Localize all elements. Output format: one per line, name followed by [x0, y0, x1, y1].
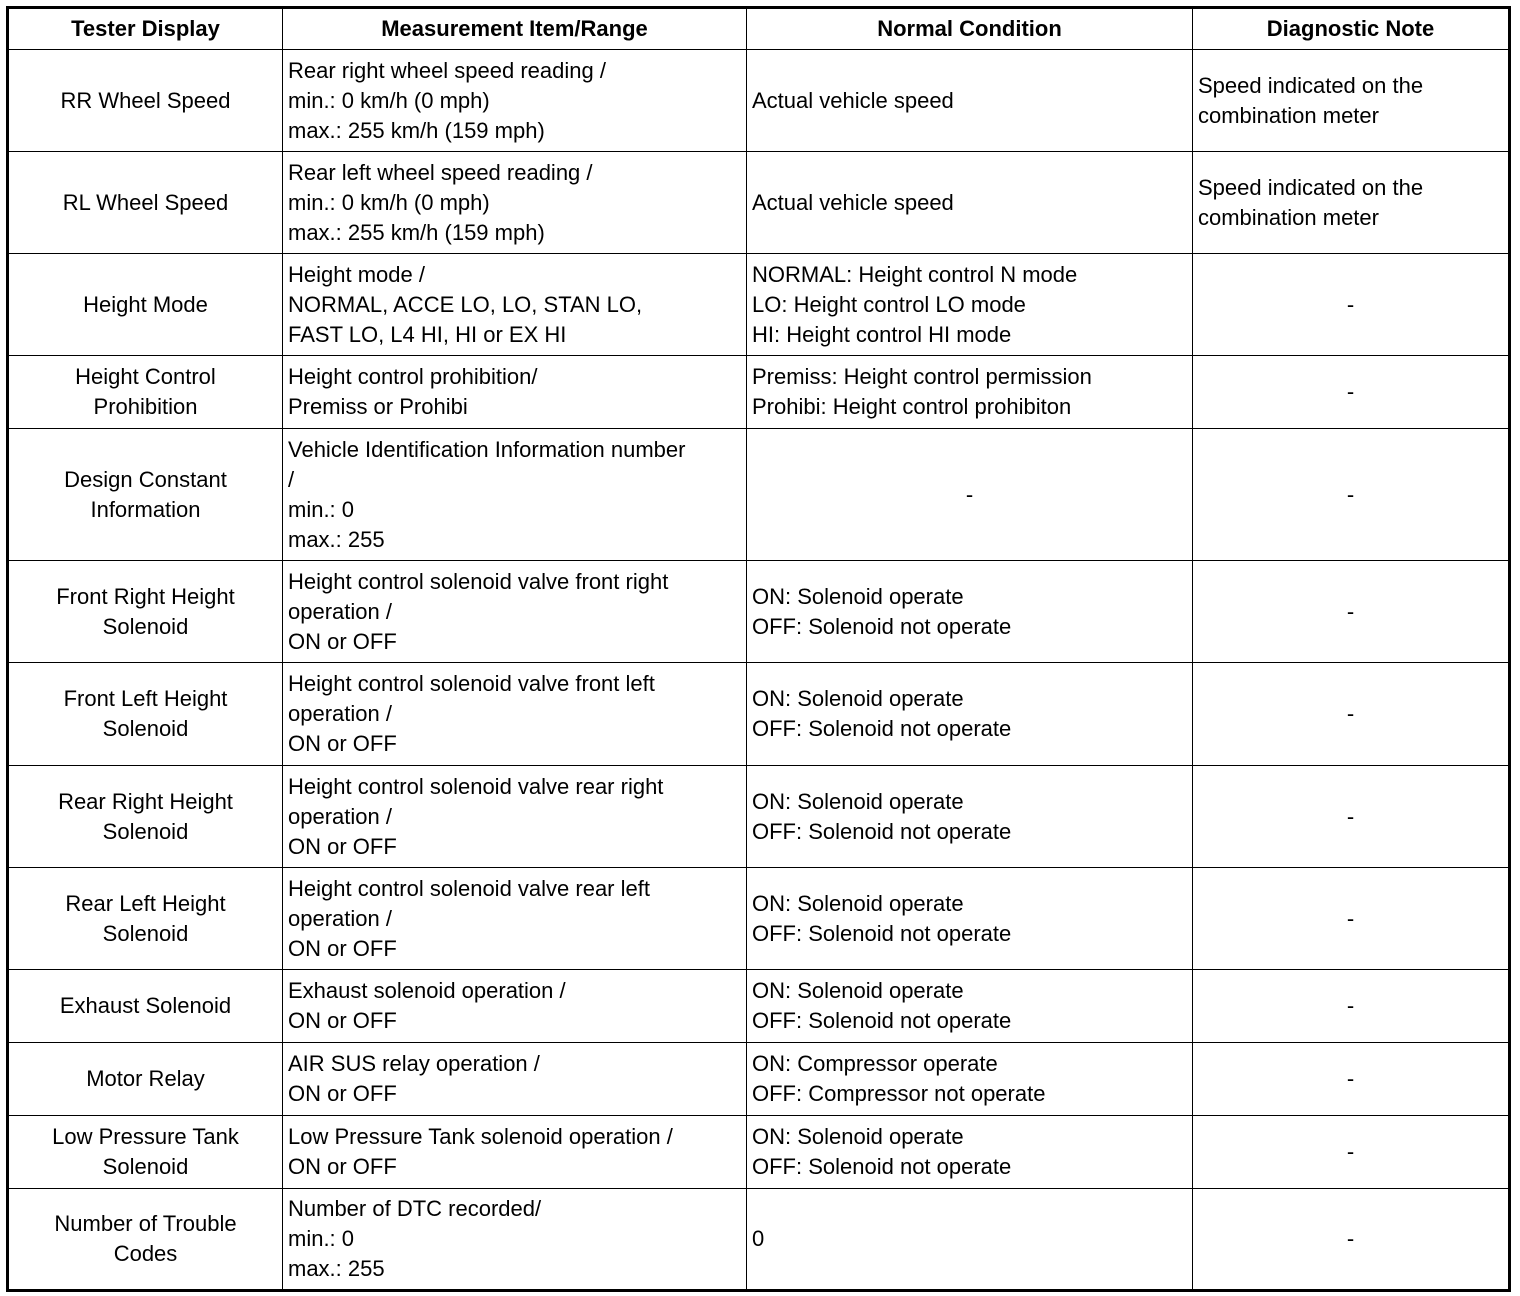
cell-line: 0 — [752, 1226, 765, 1251]
tester-display-cell — [8, 561, 283, 663]
cell-line: max.: 255 km/h (159 mph) — [288, 219, 545, 245]
table-row — [8, 429, 1510, 561]
cell-line: combination meter — [1198, 102, 1379, 128]
cell-line: ON: Solenoid operate — [752, 978, 964, 1003]
table-row — [8, 766, 1510, 868]
normal-condition-cell — [747, 561, 1193, 663]
cell-line: - — [1346, 1226, 1355, 1251]
cell-line: Exhaust solenoid operation / — [288, 978, 566, 1003]
cell-line: / — [288, 466, 295, 492]
cell-line: Low Pressure Tank solenoid operation / — [288, 1124, 673, 1149]
cell-line: operation / — [288, 803, 392, 829]
cell-line: Height Mode — [83, 291, 208, 317]
normal-condition-cell — [747, 50, 1193, 152]
cell-line: ON: Solenoid operate — [752, 686, 964, 711]
normal-condition-cell — [747, 356, 1193, 429]
measurement-range-cell — [283, 429, 747, 561]
normal-condition-cell — [747, 970, 1193, 1043]
cell-line: OFF: Solenoid not operate — [752, 818, 1012, 844]
cell-line: OFF: Solenoid not operate — [752, 1008, 1012, 1033]
diagnostic-note-cell — [1193, 1116, 1510, 1189]
header-diagnostic-note: Diagnostic Note — [1193, 8, 1510, 50]
cell-line: OFF: Solenoid not operate — [752, 1154, 1012, 1179]
cell-line: - — [965, 481, 974, 507]
measurement-range-cell — [283, 1043, 747, 1116]
header-row — [8, 8, 1510, 50]
cell-line: Premiss: Height control permission — [752, 364, 1092, 389]
cell-line: Design Constant — [64, 466, 227, 492]
table-row — [8, 50, 1510, 152]
table-body — [8, 50, 1510, 1291]
cell-line: Height control prohibition/ — [288, 364, 538, 389]
normal-condition-cell — [747, 152, 1193, 254]
cell-line: Solenoid — [102, 1154, 189, 1179]
cell-line: min.: 0 — [288, 496, 355, 522]
diagnostic-note-cell — [1193, 766, 1510, 868]
cell-line: AIR SUS relay operation / — [288, 1051, 540, 1076]
cell-line: Number of Trouble — [54, 1211, 237, 1236]
cell-line: Number of DTC recorded/ — [288, 1196, 542, 1221]
cell-line: - — [1346, 803, 1355, 829]
normal-condition-cell — [747, 429, 1193, 561]
normal-condition-cell — [747, 1116, 1193, 1189]
diagnostic-note-cell — [1193, 152, 1510, 254]
measurement-range-cell — [283, 868, 747, 970]
cell-line: NORMAL: Height control N mode — [752, 261, 1078, 287]
cell-line: Height control solenoid valve rear right — [288, 773, 664, 799]
cell-line: - — [1346, 379, 1355, 404]
cell-line: Rear left wheel speed reading / — [288, 159, 593, 185]
header-measurement-item: Measurement Item/Range — [283, 8, 747, 50]
cell-line: ON or OFF — [288, 628, 397, 654]
cell-line: max.: 255 — [288, 526, 385, 552]
cell-line: ON: Compressor operate — [752, 1051, 998, 1076]
table-row — [8, 561, 1510, 663]
cell-line: Rear Left Height — [65, 890, 226, 916]
diagnostic-note-cell — [1193, 970, 1510, 1043]
measurement-range-cell — [283, 1189, 747, 1291]
measurement-range-cell — [283, 663, 747, 766]
table-row — [8, 663, 1510, 766]
cell-line: - — [1346, 905, 1355, 931]
diagnostic-note-cell — [1193, 254, 1510, 356]
cell-line: OFF: Solenoid not operate — [752, 920, 1012, 946]
diagnostic-note-cell — [1193, 429, 1510, 561]
tester-display-cell — [8, 766, 283, 868]
cell-line: Height mode / — [288, 261, 425, 287]
tester-display-cell — [8, 663, 283, 766]
measurement-range-cell — [283, 50, 747, 152]
cell-line: min.: 0 km/h (0 mph) — [288, 87, 490, 113]
diagnostic-note-cell — [1193, 561, 1510, 663]
cell-line: Solenoid — [102, 716, 189, 741]
cell-line: min.: 0 km/h (0 mph) — [288, 189, 490, 215]
cell-line: LO: Height control LO mode — [752, 291, 1026, 317]
normal-condition-cell — [747, 1043, 1193, 1116]
cell-line: RL Wheel Speed — [62, 189, 229, 215]
measurement-range-cell — [283, 1116, 747, 1189]
cell-line: - — [1346, 993, 1355, 1018]
cell-line: Speed indicated on the — [1198, 174, 1424, 200]
cell-line: Actual vehicle speed — [752, 189, 954, 215]
cell-line: Information — [90, 496, 201, 522]
tester-display-cell — [8, 1043, 283, 1116]
cell-line: operation / — [288, 905, 392, 931]
cell-line: min.: 0 — [288, 1226, 355, 1251]
tester-display-cell — [8, 429, 283, 561]
table-row — [8, 1043, 1510, 1116]
cell-line: ON or OFF — [288, 935, 397, 961]
tester-display-cell — [8, 254, 283, 356]
table-row — [8, 868, 1510, 970]
tester-display-cell — [8, 356, 283, 429]
cell-line: - — [1346, 1066, 1355, 1091]
cell-line: Height Control — [75, 364, 216, 389]
cell-line: Front Left Height — [63, 686, 228, 711]
diagnostic-note-cell — [1193, 356, 1510, 429]
cell-line: max.: 255 — [288, 1256, 385, 1281]
normal-condition-cell — [747, 868, 1193, 970]
tester-display-cell — [8, 1116, 283, 1189]
cell-line: ON or OFF — [288, 731, 397, 756]
cell-line: FAST LO, L4 HI, HI or EX HI — [288, 321, 567, 347]
cell-line: Rear right wheel speed reading / — [288, 57, 606, 83]
tester-display-cell — [8, 1189, 283, 1291]
cell-line: max.: 255 km/h (159 mph) — [288, 117, 545, 143]
diagnostic-note-cell — [1193, 868, 1510, 970]
cell-line: Actual vehicle speed — [752, 87, 954, 113]
cell-line: - — [1346, 701, 1355, 726]
cell-line: Low Pressure Tank — [52, 1124, 239, 1149]
cell-line: ON: Solenoid operate — [752, 583, 964, 609]
cell-line: - — [1346, 598, 1355, 624]
cell-line: Codes — [113, 1241, 178, 1266]
diagnostic-note-cell — [1193, 1043, 1510, 1116]
cell-line: Vehicle Identification Information number — [288, 436, 686, 462]
measurement-range-cell — [283, 152, 747, 254]
cell-line: Height control solenoid valve rear left — [288, 875, 650, 901]
tester-display-cell — [8, 152, 283, 254]
cell-line: ON or OFF — [288, 1154, 397, 1179]
cell-line: NORMAL, ACCE LO, LO, STAN LO, — [288, 291, 643, 317]
table-row — [8, 254, 1510, 356]
cell-line: ON or OFF — [288, 1081, 397, 1106]
cell-line: ON or OFF — [288, 1008, 397, 1033]
cell-line: Height control solenoid valve front left — [288, 671, 655, 696]
table-row — [8, 152, 1510, 254]
table-row — [8, 1189, 1510, 1291]
cell-line: Solenoid — [102, 818, 189, 844]
tester-display-cell — [8, 970, 283, 1043]
diagnostic-note-cell — [1193, 663, 1510, 766]
normal-condition-cell — [747, 766, 1193, 868]
cell-line: ON: Solenoid operate — [752, 1124, 964, 1149]
cell-line: ON: Solenoid operate — [752, 890, 964, 916]
cell-line: operation / — [288, 701, 392, 726]
cell-line: - — [1346, 481, 1355, 507]
measurement-range-cell — [283, 356, 747, 429]
cell-line: HI: Height control HI mode — [752, 321, 1012, 347]
cell-line: Premiss or Prohibi — [288, 394, 468, 419]
cell-line: Rear Right Height — [58, 788, 233, 814]
measurement-range-cell — [283, 254, 747, 356]
diagnostic-note-cell — [1193, 1189, 1510, 1291]
table-row — [8, 970, 1510, 1043]
table-row — [8, 356, 1510, 429]
table-row — [8, 1116, 1510, 1189]
data-list-table — [6, 6, 1511, 1292]
cell-line: - — [1346, 291, 1355, 317]
cell-line: OFF: Solenoid not operate — [752, 716, 1012, 741]
header-tester-display: Tester Display — [8, 8, 283, 50]
cell-line: operation / — [288, 598, 392, 624]
normal-condition-cell — [747, 663, 1193, 766]
cell-line: ON or OFF — [288, 833, 397, 859]
normal-condition-cell — [747, 1189, 1193, 1291]
cell-line: Prohibi: Height control prohibiton — [752, 394, 1072, 419]
cell-line: Height control solenoid valve front right — [288, 568, 669, 594]
tester-display-cell — [8, 868, 283, 970]
cell-line: Solenoid — [102, 920, 189, 946]
cell-line: Front Right Height — [56, 583, 235, 609]
normal-condition-cell — [747, 254, 1193, 356]
cell-line: - — [1346, 1139, 1355, 1164]
cell-line: OFF: Compressor not operate — [752, 1081, 1046, 1106]
cell-line: combination meter — [1198, 204, 1379, 230]
measurement-range-cell — [283, 561, 747, 663]
measurement-range-cell — [283, 766, 747, 868]
cell-line: Motor Relay — [86, 1066, 205, 1091]
measurement-range-cell — [283, 970, 747, 1043]
diagnostic-note-cell — [1193, 50, 1510, 152]
cell-line: Prohibition — [93, 394, 198, 419]
cell-line: Speed indicated on the — [1198, 72, 1424, 98]
tester-display-cell — [8, 50, 283, 152]
cell-line: Solenoid — [102, 613, 189, 639]
header-normal-condition: Normal Condition — [747, 8, 1193, 50]
cell-line: Exhaust Solenoid — [59, 993, 232, 1018]
cell-line: OFF: Solenoid not operate — [752, 613, 1012, 639]
cell-line: RR Wheel Speed — [60, 87, 231, 113]
cell-line: ON: Solenoid operate — [752, 788, 964, 814]
